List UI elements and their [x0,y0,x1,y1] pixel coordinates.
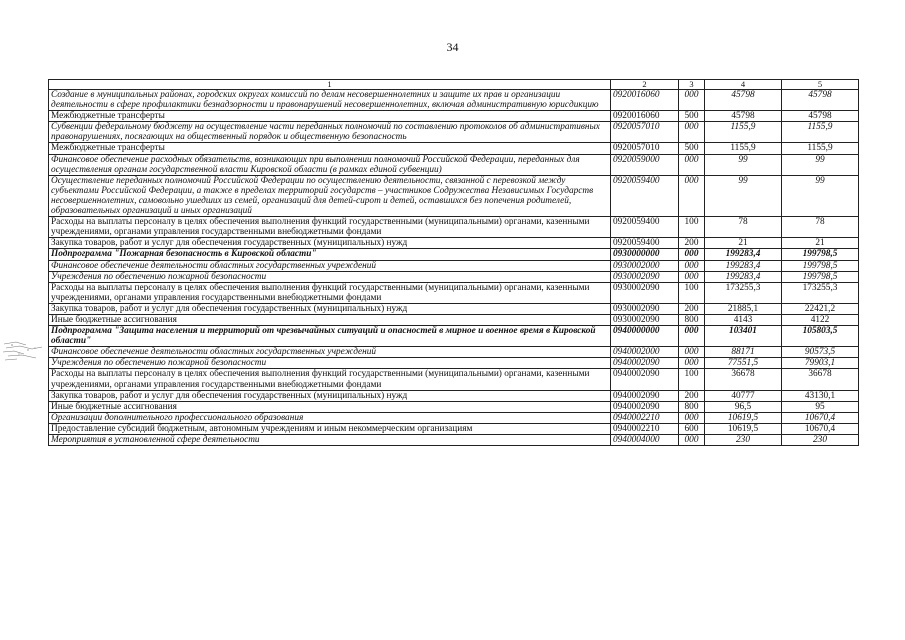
table-row [49,326,859,347]
row-code-cell: 0930002000 [611,260,679,271]
table-row [49,175,859,216]
row-expense-type-cell: 200 [679,238,705,249]
row-value-2-cell: 10670,4 [782,412,859,423]
row-code-cell: 0940002090 [611,390,679,401]
header-cell-2: 2 [611,80,679,90]
row-expense-type-cell: 000 [679,271,705,282]
row-name-cell: Межбюджетные трансферты [49,143,611,154]
table-row [49,314,859,325]
row-value-1-cell: 36678 [705,369,782,390]
table-row [49,271,859,282]
row-value-2-cell: 173255,3 [782,282,859,303]
row-code-cell: 0940002090 [611,369,679,390]
row-expense-type-cell: 000 [679,90,705,111]
row-value-1-cell: 45798 [705,111,782,122]
row-value-2-cell: 199798,5 [782,260,859,271]
row-name-cell: Иные бюджетные ассигнования [49,314,611,325]
row-value-1-cell: 230 [705,435,782,446]
row-name-cell: Мероприятия в установленной сфере деятельности [49,435,611,446]
row-code-cell: 0940000000 [611,326,679,347]
row-value-1-cell: 21 [705,238,782,249]
row-value-1-cell: 1155,9 [705,143,782,154]
row-value-1-cell: 45798 [705,90,782,111]
row-code-cell: 0920059000 [611,154,679,175]
row-value-1-cell: 199283,4 [705,249,782,260]
row-value-2-cell: 78 [782,217,859,238]
row-code-cell: 0940002090 [611,401,679,412]
table-row [49,143,859,154]
scan-artifact-mark [2,336,48,366]
row-value-2-cell: 99 [782,154,859,175]
row-name-cell: Подпрограмма "Пожарная безопасность в Кировской области" [49,249,611,260]
row-value-1-cell: 103401 [705,326,782,347]
row-value-1-cell: 4143 [705,314,782,325]
row-code-cell: 0930002090 [611,303,679,314]
row-name-cell: Создание в муниципальных районах, городских округах комиссий по делам несовершеннолетних и защите их прав и организации деятельности в сфере профилактики безнадзорности и правонарушений несовершеннолетних, включая административную юрисдикцию [49,90,611,111]
row-code-cell: 0940002000 [611,347,679,358]
table-row [49,401,859,412]
table-row [49,249,859,260]
row-expense-type-cell: 000 [679,326,705,347]
row-expense-type-cell: 000 [679,435,705,446]
row-value-2-cell: 43130,1 [782,390,859,401]
row-value-1-cell: 99 [705,154,782,175]
row-value-2-cell: 90573,5 [782,347,859,358]
column-number-header-row [49,80,859,90]
row-code-cell: 0920057010 [611,143,679,154]
table-row [49,347,859,358]
budget-table [48,79,859,446]
row-value-2-cell: 36678 [782,369,859,390]
row-name-cell: Подпрограмма "Защита населения и территорий от чрезвычайных ситуаций и опасностей в мирное и военное время в Кировской области" [49,326,611,347]
row-expense-type-cell: 600 [679,423,705,434]
row-value-1-cell: 96,5 [705,401,782,412]
table-row [49,260,859,271]
row-name-cell: Финансовое обеспечение деятельности областных государственных учреждений [49,347,611,358]
row-expense-type-cell: 000 [679,249,705,260]
table-row [49,90,859,111]
row-value-2-cell: 1155,9 [782,122,859,143]
row-expense-type-cell: 100 [679,282,705,303]
row-code-cell: 0940004000 [611,435,679,446]
row-name-cell: Закупка товаров, работ и услуг для обеспечения государственных (муниципальных) нужд [49,390,611,401]
row-expense-type-cell: 200 [679,390,705,401]
row-value-2-cell: 21 [782,238,859,249]
row-value-1-cell: 199283,4 [705,271,782,282]
row-code-cell: 0920016060 [611,111,679,122]
row-name-cell: Закупка товаров, работ и услуг для обеспечения государственных (муниципальных) нужд [49,238,611,249]
table-row [49,412,859,423]
row-expense-type-cell: 200 [679,303,705,314]
row-name-cell: Финансовое обеспечение расходных обязательств, возникающих при выполнении полномочий Российской Федерации, переданных для осуществления органам государственной власти Кировской области (в рамках единой субвенции) [49,154,611,175]
header-cell-4: 4 [705,80,782,90]
page-number: 34 [446,40,459,54]
table-row [49,390,859,401]
row-name-cell: Расходы на выплаты персоналу в целях обеспечения выполнения функций государственными (муниципальными) органами, казенными учреждениями, органами управления государственными внебюджетными фондами [49,282,611,303]
row-value-1-cell: 1155,9 [705,122,782,143]
row-expense-type-cell: 000 [679,412,705,423]
row-value-1-cell: 10619,5 [705,412,782,423]
table-row [49,282,859,303]
row-name-cell: Субвенции федеральному бюджету на осуществление части переданных полномочий по составлению протоколов об административных правонарушениях, посягающих на общественный порядок и общественную безопасность [49,122,611,143]
row-value-1-cell: 77551,5 [705,358,782,369]
row-name-cell: Осуществление переданных полномочий Российской Федерации по осуществлению деятельности, связанной с перевозкой между субъектами Российской Федерации, а также в пределах территорий государств – участников Содружества Независимых Государств несовершеннолетних, самовольно ушедших из семей, организаций для детей-сирот и детей, оставшихся без попечения родителей, образовательных организаций и иных организаций [49,175,611,216]
table-row [49,435,859,446]
row-code-cell: 0930002090 [611,282,679,303]
row-name-cell: Предоставление субсидий бюджетным, автономным учреждениям и иным некоммерческим организациям [49,423,611,434]
header-cell-1: 1 [49,80,611,90]
row-expense-type-cell: 800 [679,401,705,412]
header-cell-3: 3 [679,80,705,90]
row-code-cell: 0930000000 [611,249,679,260]
row-value-2-cell: 45798 [782,90,859,111]
row-code-cell: 0940002210 [611,412,679,423]
table-row [49,217,859,238]
row-value-1-cell: 199283,4 [705,260,782,271]
row-code-cell: 0920059400 [611,238,679,249]
row-name-cell: Межбюджетные трансферты [49,111,611,122]
row-value-2-cell: 99 [782,175,859,216]
table-row [49,303,859,314]
table-row [49,111,859,122]
row-name-cell: Организации дополнительного профессионального образования [49,412,611,423]
row-value-1-cell: 40777 [705,390,782,401]
row-value-1-cell: 88171 [705,347,782,358]
table-row [49,238,859,249]
row-code-cell: 0920016060 [611,90,679,111]
row-expense-type-cell: 000 [679,358,705,369]
row-value-2-cell: 10670,4 [782,423,859,434]
row-value-2-cell: 79903,1 [782,358,859,369]
row-value-2-cell: 230 [782,435,859,446]
budget-table-body [49,80,859,446]
row-expense-type-cell: 100 [679,217,705,238]
row-value-2-cell: 199798,5 [782,249,859,260]
row-value-2-cell: 4122 [782,314,859,325]
row-expense-type-cell: 000 [679,260,705,271]
row-expense-type-cell: 000 [679,175,705,216]
row-value-1-cell: 10619,5 [705,423,782,434]
row-name-cell: Закупка товаров, работ и услуг для обеспечения государственных (муниципальных) нужд [49,303,611,314]
row-expense-type-cell: 000 [679,154,705,175]
row-code-cell: 0920059400 [611,175,679,216]
row-code-cell: 0920059400 [611,217,679,238]
row-expense-type-cell: 000 [679,347,705,358]
table-row [49,154,859,175]
row-name-cell: Иные бюджетные ассигнования [49,401,611,412]
row-expense-type-cell: 500 [679,143,705,154]
row-name-cell: Учреждения по обеспечению пожарной безопасности [49,358,611,369]
row-name-cell: Расходы на выплаты персоналу в целях обеспечения выполнения функций государственными (муниципальными) органами, казенными учреждениями, органами управления государственными внебюджетными фондами [49,369,611,390]
row-value-1-cell: 99 [705,175,782,216]
row-value-2-cell: 95 [782,401,859,412]
row-expense-type-cell: 800 [679,314,705,325]
row-expense-type-cell: 100 [679,369,705,390]
table-row [49,423,859,434]
row-name-cell: Учреждения по обеспечению пожарной безопасности [49,271,611,282]
row-code-cell: 0920057010 [611,122,679,143]
row-value-2-cell: 105803,5 [782,326,859,347]
header-cell-5: 5 [782,80,859,90]
row-value-1-cell: 173255,3 [705,282,782,303]
row-value-2-cell: 45798 [782,111,859,122]
row-value-2-cell: 1155,9 [782,143,859,154]
table-row [49,122,859,143]
row-value-2-cell: 199798,5 [782,271,859,282]
row-code-cell: 0930002090 [611,271,679,282]
row-name-cell: Финансовое обеспечение деятельности областных государственных учреждений [49,260,611,271]
table-row [49,369,859,390]
row-expense-type-cell: 000 [679,122,705,143]
row-code-cell: 0940002090 [611,358,679,369]
row-value-2-cell: 22421,2 [782,303,859,314]
row-value-1-cell: 21885,1 [705,303,782,314]
row-code-cell: 0930002090 [611,314,679,325]
budget-table-container [48,79,858,446]
row-name-cell: Расходы на выплаты персоналу в целях обеспечения выполнения функций государственными (муниципальными) органами, казенными учреждениями, органами управления государственными внебюджетными фондами [49,217,611,238]
row-code-cell: 0940002210 [611,423,679,434]
row-expense-type-cell: 500 [679,111,705,122]
table-row [49,358,859,369]
row-value-1-cell: 78 [705,217,782,238]
